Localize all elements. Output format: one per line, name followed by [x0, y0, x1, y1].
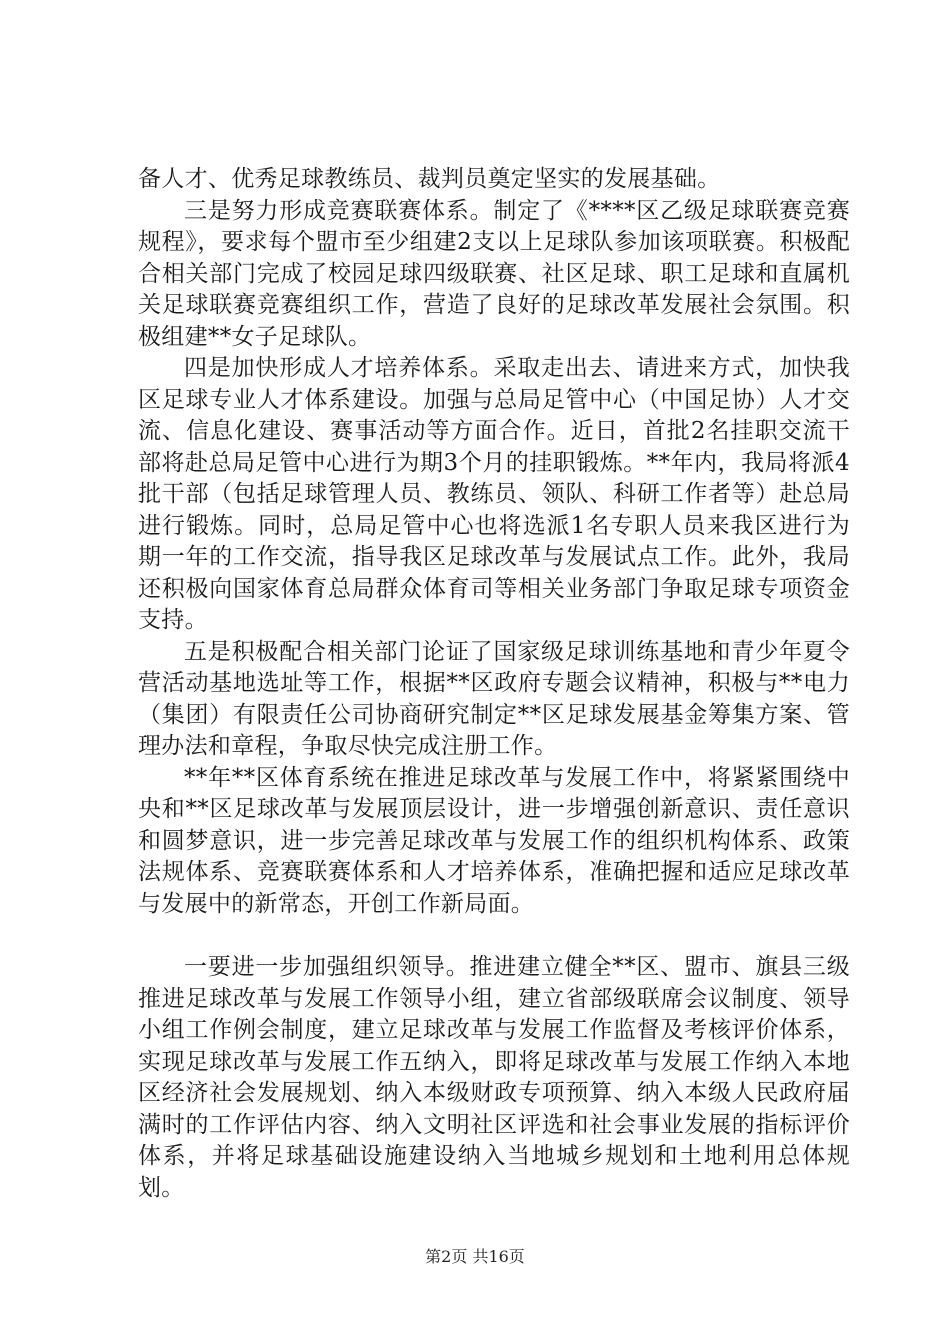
paragraph-annual-plan: **年**区体育系统在推进足球改革与发展工作中，将紧紧围绕中央和**区足球改革与发展顶层设计，进一步增强创新意识、责任意识和圆梦意识，进一步完善足球改革与发展工作的组织机构体系、政策法规体系、竞赛联赛体系和人才培养体系，准确把握和适应足球改革与发展中的新常态，开创工作新局面。 — [138, 764, 850, 917]
page-footer: 第2页 共16页 — [425, 1247, 525, 1266]
paragraph-competition-system: 三是努力形成竞赛联赛体系。制定了《****区乙级足球联赛竞赛规程》，要求每个盟市至少组建2支以上足球队参加该项联赛。积极配合相关部门完成了校园足球四级联赛、社区足球、职工足球和直属机关足球联赛竞赛组织工作，营造了良好的足球改革发展社会氛围。积极组建**女子足球队。 — [138, 197, 850, 350]
paragraph-training-base: 五是积极配合相关部门论证了国家级足球训练基地和青少年夏令营活动基地选址等工作，根据**区政府专题会议精神，积极与**电力（集团）有限责任公司协商研究制定**区足球发展基金筹集方案、管理办法和章程，争取尽快完成注册工作。 — [138, 638, 850, 759]
paragraph-spacer — [138, 920, 850, 952]
paragraph-continuation: 备人才、优秀足球教练员、裁判员奠定坚实的发展基础。 — [138, 166, 721, 192]
paragraph-talent-system: 四是加快形成人才培养体系。采取走出去、请进来方式，加快我区足球专业人才体系建设。加强与总局足管中心（中国足协）人才交流、信息化建设、赛事活动等方面合作。近日，首批2名挂职交流干部将赴总局足管中心进行为期3个月的挂职锻炼。**年内，我局将派4批干部（包括足球管理人员、教练员、领队、科研工作者等）赴总局进行锻炼。同时，总局足管中心也将选派1名专职人员来我区进行为期一年的工作交流，指导我区足球改革与发展试点工作。此外，我局还积极向国家体育总局群众体育司等相关业务部门争取足球专项资金支持。 — [138, 355, 850, 633]
document-body — [138, 164, 850, 1204]
paragraph-organization-leadership: 一要进一步加强组织领导。推进建立健全**区、盟市、旗县三级推进足球改革与发展工作领导小组，建立省部级联席会议制度、领导小组工作例会制度，建立足球改革与发展工作监督及考核评价体系，实现足球改革与发展工作五纳入，即将足球改革与发展工作纳入本地区经济社会发展规划、纳入本级财政专项预算、纳入本级人民政府届满时的工作评估内容、纳入文明社区评选和社会事业发展的指标评价体系，并将足球基础设施建设纳入当地城乡规划和土地利用总体规划。 — [138, 954, 850, 1201]
